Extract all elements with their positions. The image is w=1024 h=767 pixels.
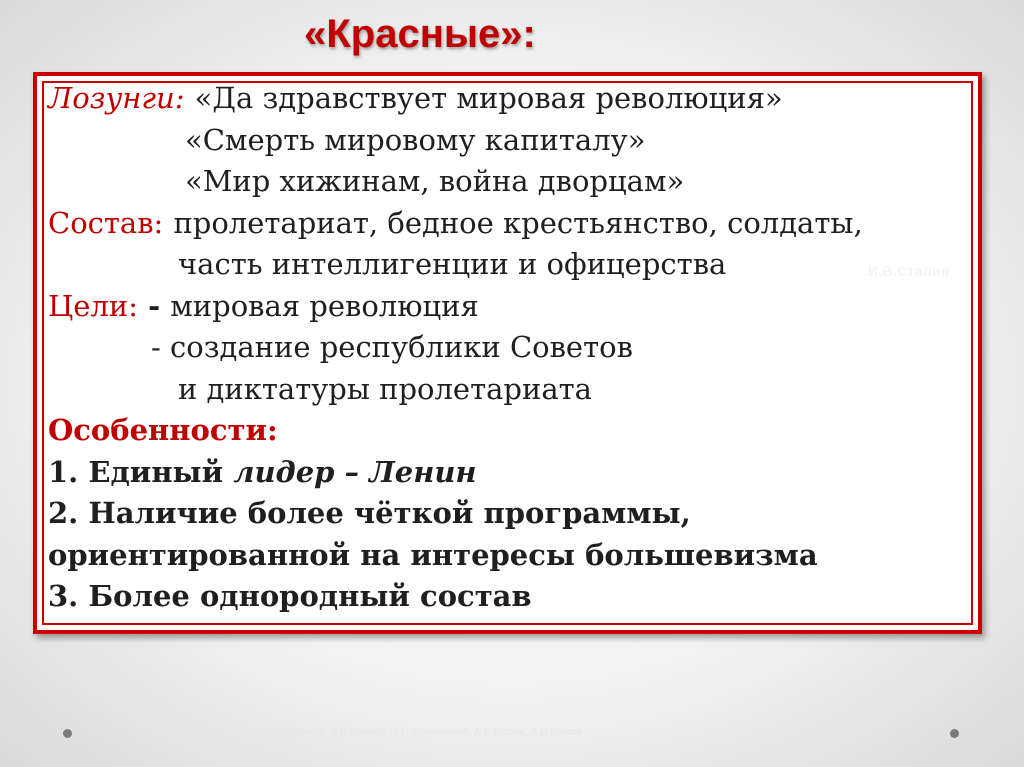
- feature-item-2: [48, 493, 978, 535]
- slogans-line-1: [48, 78, 978, 120]
- feature-item-2-text: ориентированной на интересы большевизма: [48, 537, 818, 572]
- goals-dash: -: [148, 288, 161, 323]
- feature-item-1-italic: лидер – Ленин: [233, 454, 477, 489]
- features-line-label: [48, 410, 978, 452]
- feature-item-1: [48, 452, 978, 494]
- slogans-line-2: [48, 120, 978, 162]
- feature-item-2-continued: [48, 535, 978, 577]
- feature-item-3-text: 3. Более однородный состав: [48, 579, 532, 613]
- composition-line-1: [48, 203, 978, 245]
- goals-label: Цели:: [48, 288, 138, 323]
- slide-title: «Красные»:: [304, 12, 536, 56]
- goal-item: мировая революция: [170, 288, 479, 323]
- slogan-item: «Да здравствует мировая революция»: [194, 81, 783, 115]
- goals-line-1: [48, 286, 978, 328]
- composition-text: пролетариат, бедное крестьянство, солдаты,: [173, 205, 863, 240]
- footer-photo-caption: С.М.Буденный, В.К.Блюхер, М.Н.Тухачевский, А.Е.Егоров, А.И.Егоров: [258, 727, 583, 738]
- left-bullet-dot: [63, 729, 72, 738]
- slogan-item: «Мир хижинам, война дворцам»: [185, 164, 685, 198]
- slogans-line-3: [48, 161, 978, 203]
- composition-text: часть интеллигенции и офицерства: [178, 247, 727, 281]
- features-label: Особенности:: [48, 413, 278, 447]
- side-photo-caption: И.В.Сталин: [868, 263, 950, 279]
- goals-line-3: [48, 369, 978, 411]
- goal-item: и диктатуры пролетариата: [178, 371, 592, 406]
- slide-content: [48, 78, 978, 618]
- feature-item-1-prefix: 1. Единый: [48, 454, 234, 489]
- composition-line-2: [48, 244, 978, 286]
- feature-item-2-text: 2. Наличие более чёткой программы,: [48, 496, 691, 530]
- goal-item: - создание республики Советов: [151, 330, 633, 364]
- slogan-item: «Смерть мировому капиталу»: [185, 122, 646, 157]
- slogans-label: Лозунги:: [48, 81, 185, 115]
- composition-label: Состав:: [48, 205, 164, 240]
- feature-item-3: [48, 576, 978, 618]
- right-bullet-dot: [950, 729, 959, 738]
- goals-line-2: [48, 327, 978, 369]
